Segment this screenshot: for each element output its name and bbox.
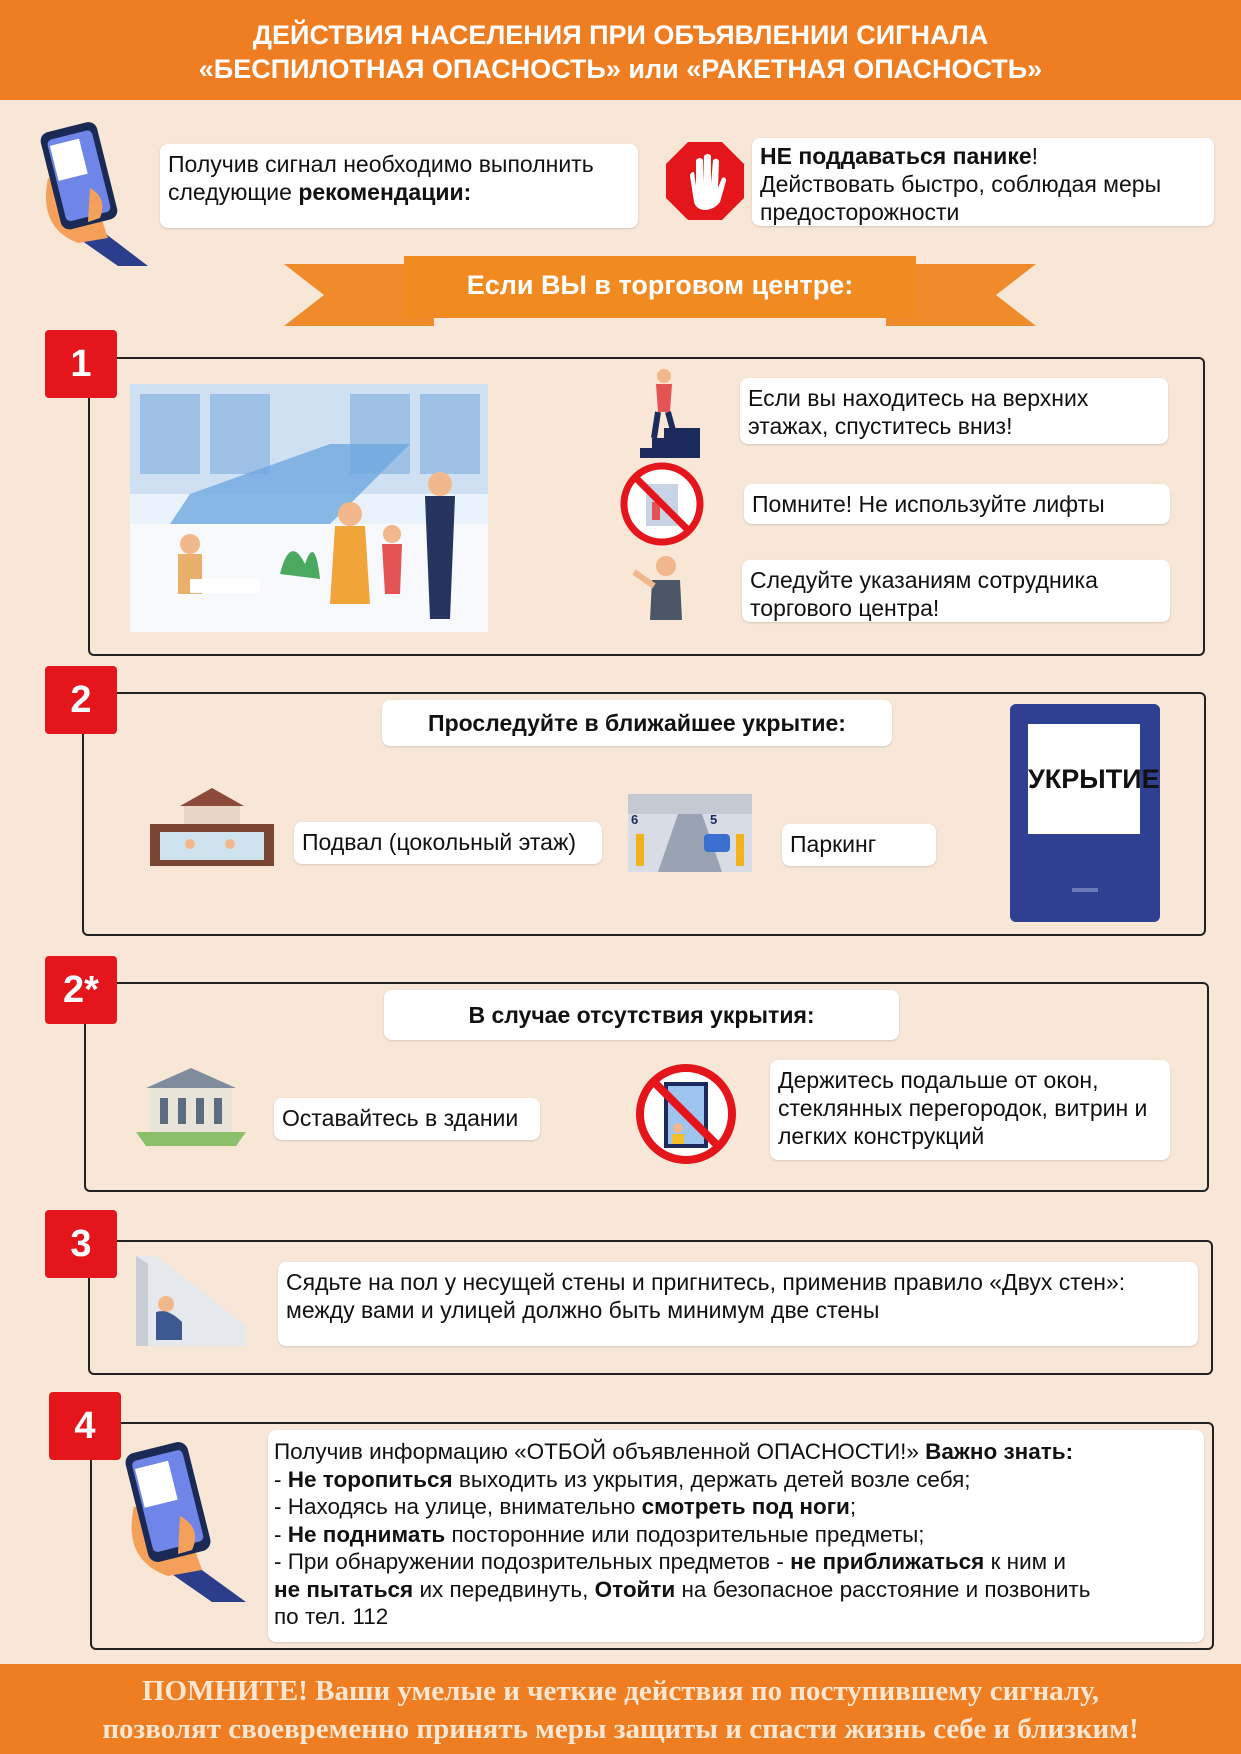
intro-text-box	[160, 144, 638, 228]
panic-line1	[760, 142, 1206, 170]
footer-line2: позволят своевременно принять меры защиты и спасти жизнь себе и близким!	[102, 1713, 1139, 1745]
step4-line4-bold: Не поднимать	[287, 1521, 446, 1547]
no-elevator-icon	[620, 462, 704, 546]
header-title-line2: «БЕСПИЛОТНАЯ ОПАСНОСТЬ» или «РАКЕТНАЯ ОПАСНОСТЬ»	[198, 54, 1043, 84]
panic-line3: предосторожности	[760, 199, 960, 225]
parking-illustration	[628, 794, 752, 872]
step4-line1-text: Получив информацию «ОТБОЙ объявленной ОПАСНОСТИ!»	[274, 1439, 926, 1464]
step4-line2	[274, 1466, 1196, 1494]
page-header	[0, 0, 1241, 100]
step4-line2-dash: -	[274, 1466, 288, 1492]
step1-follow-staff: Следуйте указаниям сотрудника торгового центра!	[742, 560, 1170, 622]
shelter-sign-label: УКРЫТИЕ	[1028, 724, 1140, 834]
step4-line6	[274, 1576, 1196, 1604]
intro-line2-text: следующие	[168, 179, 299, 205]
building-icon	[136, 1058, 246, 1146]
stop-hand-icon	[664, 140, 746, 222]
parking-label: Паркинг	[782, 824, 936, 866]
ribbon-banner	[284, 256, 1036, 334]
step1-upper-floors: Если вы находитесь на верхних этажах, спуститесь вниз!	[740, 378, 1168, 444]
panic-mark: !	[1031, 143, 1039, 169]
two-walls-illustration	[126, 1256, 246, 1346]
step4-text-box	[268, 1430, 1204, 1642]
step4-line3-end: ;	[849, 1494, 857, 1519]
step4-line4-text: посторонние или подозрительные предметы;	[445, 1521, 925, 1547]
header-title-line1: ДЕЙСТВИЯ НАСЕЛЕНИЯ ПРИ ОБЪЯВЛЕНИИ СИГНАЛА	[252, 20, 989, 50]
step4-line6-bold2: Отойти	[594, 1576, 676, 1602]
step4-line3	[274, 1493, 1196, 1521]
parking-number-5: 5	[710, 812, 718, 827]
step1-no-elevators: Помните! Не используйте лифты	[744, 484, 1170, 524]
step4-line4	[274, 1521, 1196, 1549]
step4-number: 4	[49, 1392, 121, 1460]
mall-illustration	[130, 384, 488, 632]
step4-line6-text2: на безопасное расстояние и позвонить	[675, 1576, 1091, 1602]
panic-line2: Действовать быстро, соблюдая меры	[760, 171, 1162, 197]
shelter-sign-bar	[1072, 888, 1098, 892]
intro-line2	[168, 178, 630, 206]
shelter-sign	[1010, 704, 1160, 922]
parking-number-6: 6	[631, 812, 639, 827]
step2b-number: 2*	[45, 956, 117, 1024]
step2-title: Проследуйте в ближайшее укрытие:	[382, 700, 892, 746]
step1-number: 1	[45, 330, 117, 398]
stay-in-building-label: Оставайтесь в здании	[274, 1098, 540, 1140]
panic-warning-box	[752, 138, 1214, 226]
no-windows-icon	[634, 1062, 738, 1166]
basement-illustration	[150, 786, 274, 866]
step4-line5-bold: не приближаться	[790, 1549, 985, 1574]
step4-line5-end: к ним и	[984, 1549, 1066, 1574]
ribbon-title: Если ВЫ в торговом центре:	[466, 270, 854, 300]
step4-important: Важно знать:	[925, 1439, 1074, 1464]
step4-line2-text: выходить из укрытия, держать детей возле себя;	[452, 1466, 971, 1492]
step4-line1	[274, 1438, 1196, 1466]
phone-hand-illustration-2	[122, 1436, 256, 1602]
basement-label: Подвал (цокольный этаж)	[294, 822, 602, 864]
step4-line6-bold1: не пытаться	[274, 1576, 414, 1602]
step4-line4-dash: -	[274, 1521, 288, 1547]
step3-number: 3	[45, 1210, 117, 1278]
step4-line7: по тел. 112	[274, 1604, 389, 1629]
step2-number: 2	[45, 666, 117, 734]
phone-hand-illustration	[38, 118, 158, 266]
staff-pointing-icon	[630, 552, 690, 620]
stairs-descend-icon	[640, 368, 700, 458]
step4-line3-text: - Находясь на улице, внимательно	[274, 1494, 642, 1519]
step4-line5	[274, 1548, 1196, 1576]
page-footer	[0, 1664, 1241, 1754]
step4-line6-text1: их передвинуть,	[413, 1576, 595, 1602]
intro-recommendations: рекомендации:	[298, 179, 472, 205]
keep-away-windows-text: Держитесь подальше от окон, стеклянных перегородок, витрин и легких конструкций	[770, 1060, 1170, 1160]
step4-line3-bold: смотреть под ноги	[641, 1494, 850, 1519]
step4-line5-text: - При обнаружении подозрительных предметов -	[274, 1549, 791, 1574]
panic-bold: НЕ поддаваться панике	[760, 143, 1032, 169]
step2b-title: В случае отсутствия укрытия:	[384, 990, 899, 1040]
footer-line1: ПОМНИТЕ! Ваши умелые и четкие действия по поступившему сигналу,	[141, 1675, 1100, 1707]
intro-line1: Получив сигнал необходимо выполнить	[168, 151, 594, 177]
step3-text: Сядьте на пол у несущей стены и пригнитесь, применив правило «Двух стен»: между вами и улицей должно быть минимум две стены	[278, 1262, 1198, 1346]
step4-line2-bold: Не торопиться	[287, 1466, 453, 1492]
